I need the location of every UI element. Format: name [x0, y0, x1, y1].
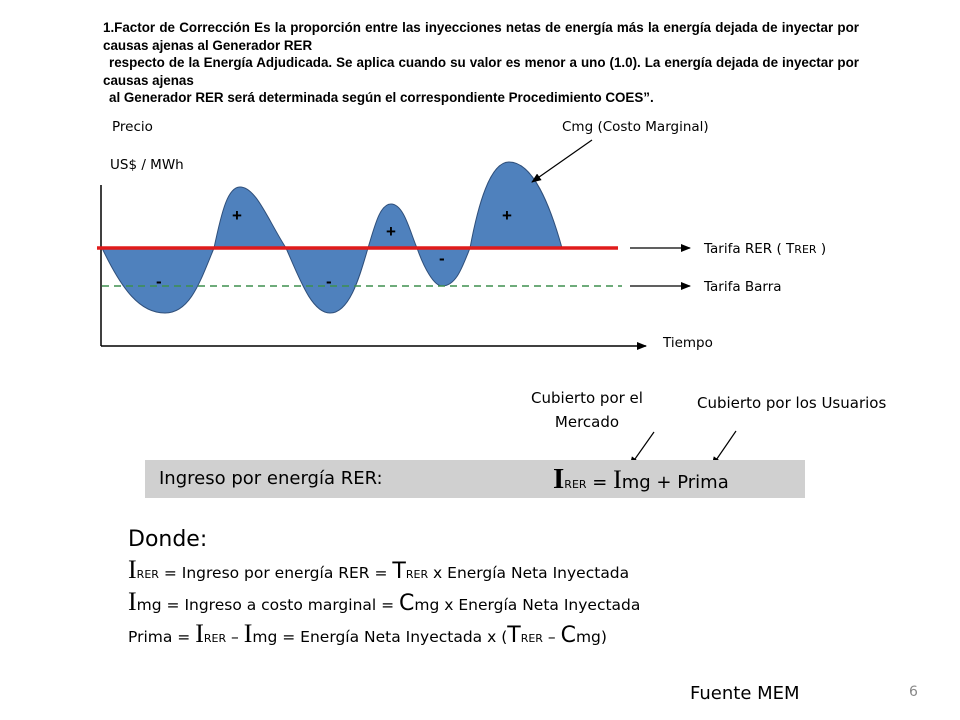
def3-tsub: RER	[520, 632, 543, 645]
def3-dash: –	[226, 628, 244, 646]
def1-tsub: RER	[405, 568, 429, 581]
def2-c: C	[399, 591, 415, 616]
def2-text-b: mg x Energía Neta Inyectada	[414, 596, 641, 614]
formula-box-equation	[553, 463, 729, 496]
tarifa-rer-close: )	[816, 241, 827, 257]
note-line-2: respecto de la Energía Adjudicada. Se aplica cuando su valor es menor a uno (1.0). La energía dejada de inyectar por causas ajenas	[103, 55, 859, 88]
note-line-1: 1.Factor de Corrección Es la proporción entre las inyecciones netas de energía más la energía dejada de inyectar por causas ajenas al Generador RER	[103, 20, 859, 53]
cmg-label: Cmg (Costo Marginal)	[562, 119, 709, 135]
def2-text-a: mg = Ingreso a costo marginal =	[136, 596, 400, 614]
minus-sign-1: -	[156, 272, 162, 291]
note-line-3: al Generador RER será determinada según el correspondiente Procedimiento COES”.	[109, 90, 654, 105]
plus-sign-3: +	[502, 206, 512, 225]
def3-text-b: mg = Energía Neta Inyectada x (	[252, 628, 508, 646]
def1-t: T	[392, 559, 406, 584]
tarifa-rer-sub: RER	[794, 243, 817, 256]
source-label: Fuente MEM	[690, 683, 800, 704]
cmg-arrow	[532, 140, 592, 182]
formula-i-sub: RER	[564, 478, 587, 491]
x-axis-label-tiempo: Tiempo	[663, 335, 713, 351]
def3-sub: RER	[203, 632, 227, 645]
tarifa-barra-label: Tarifa Barra	[704, 279, 782, 295]
plus-sign-2: +	[386, 222, 396, 241]
formula-img-rest: mg + Prima	[621, 472, 729, 493]
formula-i: I	[553, 463, 565, 495]
def1-text-a: = Ingreso por energía RER =	[158, 564, 393, 582]
def1-sub: RER	[136, 568, 159, 581]
positive-area-3	[470, 162, 562, 248]
def3-c: C	[560, 623, 576, 648]
definition-line-2	[128, 587, 640, 617]
formula-box	[145, 460, 805, 498]
def3-dash2: –	[542, 628, 561, 646]
tarifa-rer-label	[704, 241, 826, 257]
formula-img-i: I	[613, 465, 622, 494]
def1-text-b: x Energía Neta Inyectada	[428, 564, 630, 582]
def3-i2: I	[243, 619, 253, 648]
minus-sign-2: -	[326, 272, 332, 291]
def1-i: I	[128, 555, 137, 584]
def3-c-rest: mg)	[575, 628, 607, 646]
donde-heading: Donde:	[128, 527, 208, 552]
def3-t: T	[507, 623, 521, 648]
definition-line-1	[128, 555, 629, 585]
usuarios-annotation: Cubierto por los Usuarios	[697, 394, 887, 412]
positive-area-1	[214, 187, 286, 248]
def2-i: I	[128, 587, 137, 616]
plus-sign-1: +	[232, 206, 242, 225]
page-number: 6	[909, 684, 918, 700]
mercado-annotation: Cubierto por el Mercado	[531, 389, 643, 431]
def3-text-a: Prima =	[128, 628, 196, 646]
def3-i: I	[195, 619, 204, 648]
y-axis-label-precio: Precio	[112, 119, 153, 135]
formula-box-label: Ingreso por energía RER:	[159, 468, 383, 489]
minus-sign-3: -	[439, 249, 445, 268]
y-axis-label-unit: US$ / MWh	[110, 157, 184, 173]
definition-line-3	[128, 619, 607, 649]
tarifa-rer-text: Tarifa RER ( T	[704, 241, 795, 257]
formula-equals: =	[586, 472, 614, 493]
